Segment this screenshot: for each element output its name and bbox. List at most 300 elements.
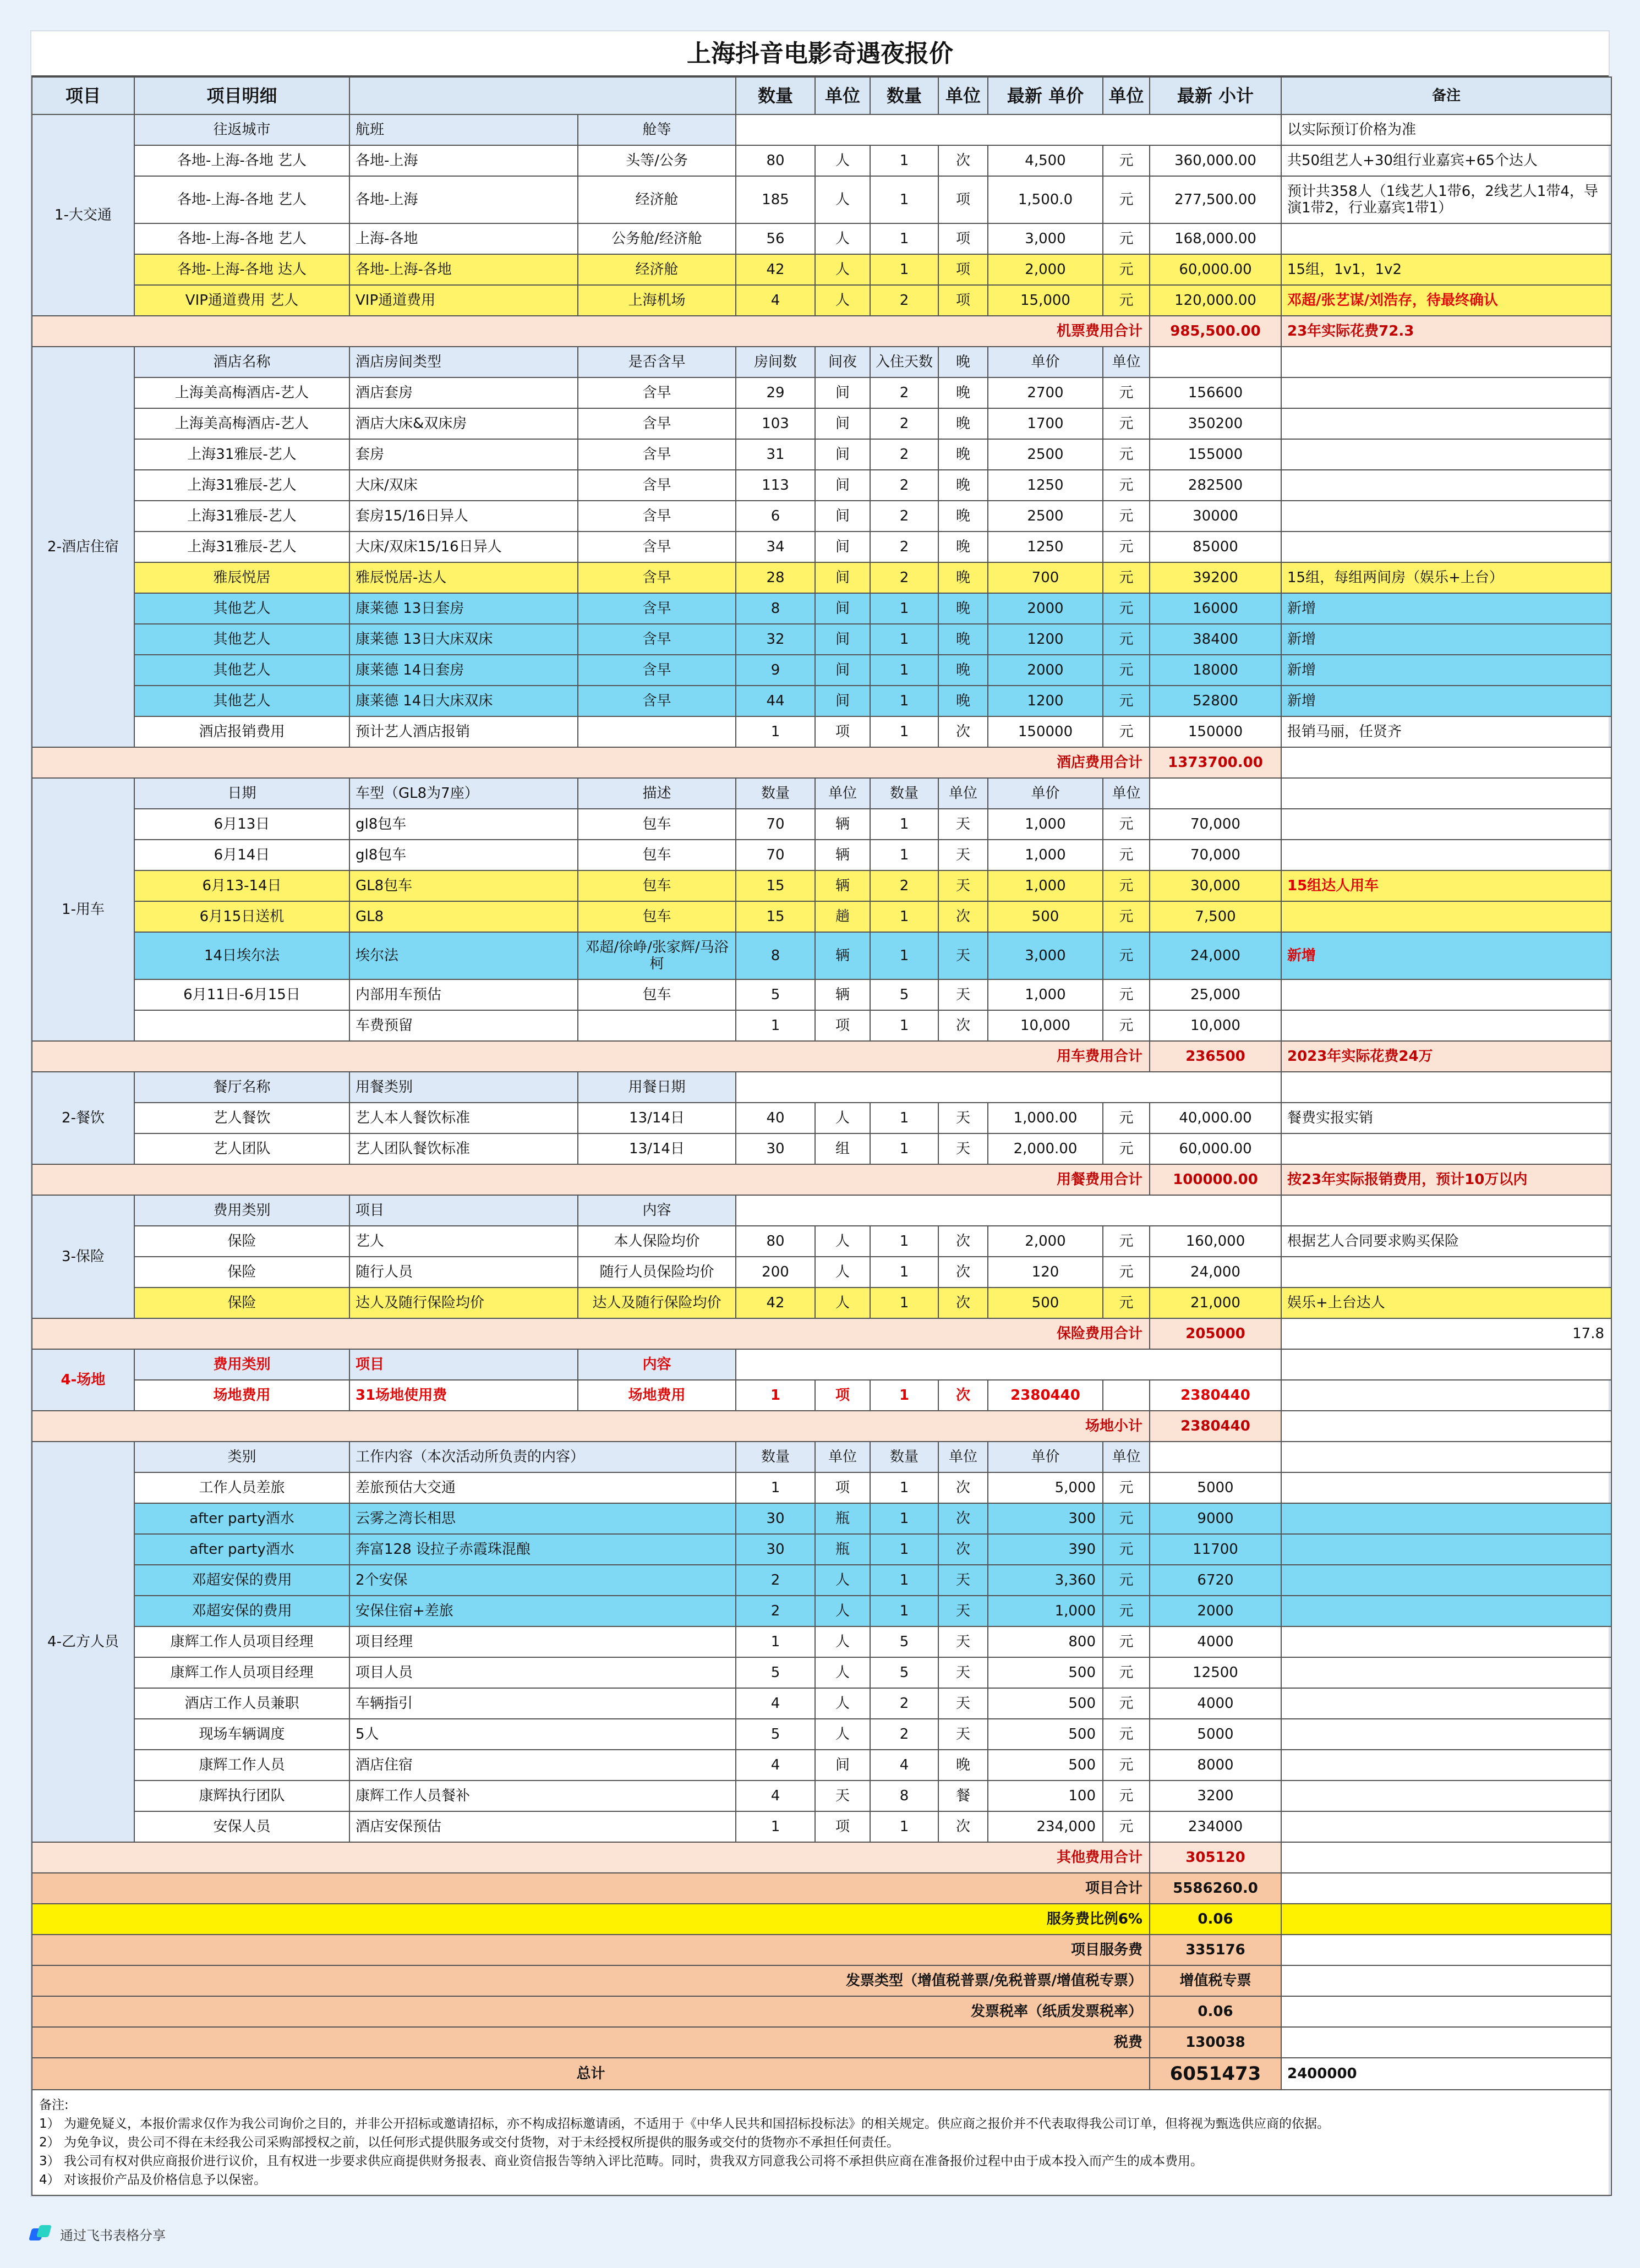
cat5-cell[interactable]: 人 xyxy=(815,1257,870,1288)
total-value[interactable]: 205000 xyxy=(1150,1318,1281,1349)
cat2-cell[interactable]: 1700 xyxy=(988,408,1103,439)
cat7-cell[interactable]: 项目经理 xyxy=(349,1626,736,1657)
cat2-cell[interactable]: 282500 xyxy=(1150,470,1281,501)
cat1-cell[interactable]: 各地-上海-各地 艺人 xyxy=(134,145,349,176)
cat2-cell[interactable]: 新增 xyxy=(1281,593,1611,624)
cat1-cell[interactable]: 185 xyxy=(736,176,815,223)
cat2-cell[interactable]: 套房15/16日异人 xyxy=(349,501,578,532)
cat2-cell[interactable]: 康莱德 13日套房 xyxy=(349,593,578,624)
sub-header[interactable]: 费用类别 xyxy=(134,1349,349,1380)
cat7-cell[interactable] xyxy=(1281,1626,1611,1657)
total-label[interactable]: 用车费用合计 xyxy=(32,1041,1150,1072)
cat1-cell[interactable]: 3,000 xyxy=(988,223,1103,254)
cat7-cell[interactable]: 元 xyxy=(1103,1472,1150,1503)
cat5-cell[interactable]: 42 xyxy=(736,1288,815,1318)
cat2-cell[interactable]: 间 xyxy=(815,655,870,686)
sub-header[interactable]: 单位 xyxy=(815,778,870,809)
total-value[interactable]: 1373700.00 xyxy=(1150,747,1281,778)
cat3-cell[interactable]: 6月13日 xyxy=(134,809,349,840)
cat7-cell[interactable]: 元 xyxy=(1103,1565,1150,1596)
cat7-cell[interactable] xyxy=(1281,1811,1611,1842)
sub-header[interactable]: 单位 xyxy=(938,1442,988,1472)
cat7-cell[interactable]: 元 xyxy=(1103,1781,1150,1811)
cat1-cell[interactable]: 次 xyxy=(938,145,988,176)
cat3-cell[interactable]: 70,000 xyxy=(1150,840,1281,870)
grand-total-value[interactable]: 6051473 xyxy=(1150,2058,1281,2090)
summary-note[interactable] xyxy=(1281,1965,1611,1996)
cat7-cell[interactable]: 元 xyxy=(1103,1657,1150,1688)
cat2-cell[interactable] xyxy=(578,716,736,747)
cat2-cell[interactable]: 2 xyxy=(870,501,938,532)
cat2-cell[interactable]: 113 xyxy=(736,470,815,501)
cat6-cell[interactable]: 1 xyxy=(870,1380,938,1411)
cat2-cell[interactable]: 晚 xyxy=(938,470,988,501)
cat7-cell[interactable]: 500 xyxy=(988,1750,1103,1781)
cat2-cell[interactable]: 2700 xyxy=(988,377,1103,408)
cat7-cell[interactable]: 元 xyxy=(1103,1719,1150,1750)
cat7-cell[interactable]: 3200 xyxy=(1150,1781,1281,1811)
cat2-cell[interactable]: 间 xyxy=(815,439,870,470)
cat2-cell[interactable]: 间 xyxy=(815,408,870,439)
cat7-cell[interactable]: 1 xyxy=(870,1472,938,1503)
cat3-cell[interactable] xyxy=(1281,901,1611,932)
cat7-cell[interactable]: 天 xyxy=(938,1565,988,1596)
cat4-cell[interactable]: 60,000.00 xyxy=(1150,1133,1281,1164)
cat3-cell[interactable]: 天 xyxy=(938,840,988,870)
cat5-cell[interactable]: 随行人员 xyxy=(349,1257,578,1288)
cat1-cell[interactable]: 头等/公务 xyxy=(578,145,736,176)
cat4-cell[interactable]: 1 xyxy=(870,1103,938,1133)
cat3-cell[interactable]: 1 xyxy=(870,1010,938,1041)
cat2-cell[interactable]: 酒店报销费用 xyxy=(134,716,349,747)
cat2-cell[interactable]: 150000 xyxy=(1150,716,1281,747)
cat5-cell[interactable]: 120 xyxy=(988,1257,1103,1288)
cat2-cell[interactable]: 15组，每组两间房（娱乐+上台） xyxy=(1281,562,1611,593)
sub-empty[interactable] xyxy=(736,1349,1281,1380)
total-note[interactable]: 按23年实际报销费用，预计10万以内 xyxy=(1281,1164,1611,1195)
cat1-cell[interactable]: 经济舱 xyxy=(578,254,736,285)
cat1-cell[interactable]: 各地-上海 xyxy=(349,176,578,223)
cat2-cell[interactable]: 晚 xyxy=(938,532,988,562)
cat3-cell[interactable]: 7,500 xyxy=(1150,901,1281,932)
sub-header[interactable]: 工作内容（本次活动所负责的内容） xyxy=(349,1442,736,1472)
cat1-cell[interactable]: 各地-上海-各地 xyxy=(349,254,578,285)
cat5-cell[interactable]: 保险 xyxy=(134,1288,349,1318)
cat3-cell[interactable]: 70,000 xyxy=(1150,809,1281,840)
sub-header[interactable]: 入住天数 xyxy=(870,347,938,377)
header-c6[interactable]: 单位 xyxy=(815,77,870,114)
cat1-cell[interactable]: 1 xyxy=(870,176,938,223)
cat2-cell[interactable]: 2 xyxy=(870,377,938,408)
cat1-cell[interactable]: 1 xyxy=(870,254,938,285)
cat2-cell[interactable]: 间 xyxy=(815,501,870,532)
cat5-cell[interactable]: 人 xyxy=(815,1288,870,1318)
cat5-cell[interactable]: 本人保险均价 xyxy=(578,1226,736,1257)
cat2-cell[interactable]: 16000 xyxy=(1150,593,1281,624)
cat3-cell[interactable]: gl8包车 xyxy=(349,840,578,870)
summary-value[interactable]: 5586260.0 xyxy=(1150,1873,1281,1904)
cat2-cell[interactable]: 39200 xyxy=(1150,562,1281,593)
cat7-cell[interactable]: 人 xyxy=(815,1657,870,1688)
cat7-cell[interactable]: 康辉工作人员 xyxy=(134,1750,349,1781)
cat3-cell[interactable]: 辆 xyxy=(815,979,870,1010)
cat3-cell[interactable]: 1 xyxy=(870,901,938,932)
cat7-cell[interactable]: 234000 xyxy=(1150,1811,1281,1842)
sub-note[interactable] xyxy=(1281,1349,1611,1380)
cat2-cell[interactable]: 1200 xyxy=(988,686,1103,716)
cat7-cell[interactable]: 酒店住宿 xyxy=(349,1750,736,1781)
sub-empty[interactable] xyxy=(736,114,1281,145)
cat7-cell[interactable] xyxy=(1281,1472,1611,1503)
header-note[interactable]: 备注 xyxy=(1281,77,1611,114)
cat3-cell[interactable]: 元 xyxy=(1103,979,1150,1010)
total-label[interactable]: 用餐费用合计 xyxy=(32,1164,1150,1195)
cat1-cell[interactable]: 15,000 xyxy=(988,285,1103,316)
cat1-cell[interactable]: 上海-各地 xyxy=(349,223,578,254)
cat3-cell[interactable]: 趟 xyxy=(815,901,870,932)
cat3-cell[interactable]: 元 xyxy=(1103,870,1150,901)
total-label[interactable]: 其他费用合计 xyxy=(32,1842,1150,1873)
sub-note[interactable] xyxy=(1281,347,1611,377)
cat1-cell[interactable]: 项 xyxy=(938,254,988,285)
cat1-cell[interactable]: 15组，1v1，1v2 xyxy=(1281,254,1611,285)
cat1-cell[interactable]: 元 xyxy=(1103,285,1150,316)
cat4-cell[interactable] xyxy=(1281,1133,1611,1164)
cat7-cell[interactable]: 234,000 xyxy=(988,1811,1103,1842)
cat1-cell[interactable]: 元 xyxy=(1103,254,1150,285)
cat3-cell[interactable]: 15 xyxy=(736,901,815,932)
sub-empty[interactable] xyxy=(1150,347,1281,377)
cat7-cell[interactable]: 5 xyxy=(736,1719,815,1750)
cat3-cell[interactable]: 辆 xyxy=(815,932,870,979)
cat2-cell[interactable]: 元 xyxy=(1103,408,1150,439)
cat1-cell[interactable]: 80 xyxy=(736,145,815,176)
cat2-cell[interactable]: 间 xyxy=(815,532,870,562)
cat4-cell[interactable]: 艺人团队餐饮标准 xyxy=(349,1133,578,1164)
cat7-cell[interactable]: 5 xyxy=(736,1657,815,1688)
cat3-cell[interactable]: 6月15日送机 xyxy=(134,901,349,932)
cat7-cell[interactable]: 9000 xyxy=(1150,1503,1281,1534)
cat2-cell[interactable]: 酒店套房 xyxy=(349,377,578,408)
cat4-cell[interactable]: 1 xyxy=(870,1133,938,1164)
cat7-cell[interactable]: 3,360 xyxy=(988,1565,1103,1596)
cat7-cell[interactable]: 500 xyxy=(988,1688,1103,1719)
cat2-cell[interactable]: 含早 xyxy=(578,501,736,532)
cat2-cell[interactable]: 晚 xyxy=(938,624,988,655)
sub-header[interactable]: 单价 xyxy=(988,778,1103,809)
cat1-cell[interactable]: 项 xyxy=(938,223,988,254)
cat3-cell[interactable]: 6月13-14日 xyxy=(134,870,349,901)
cat5-cell[interactable]: 80 xyxy=(736,1226,815,1257)
cat1-cell[interactable]: VIP通道费用 艺人 xyxy=(134,285,349,316)
cat3-cell[interactable]: 包车 xyxy=(578,840,736,870)
cat2-cell[interactable]: 其他艺人 xyxy=(134,593,349,624)
cat4-cell[interactable]: 人 xyxy=(815,1103,870,1133)
cat3-cell[interactable]: 天 xyxy=(938,932,988,979)
cat1-cell[interactable]: 邓超/张艺谋/刘浩存，待最终确认 xyxy=(1281,285,1611,316)
cat2-cell[interactable]: 元 xyxy=(1103,439,1150,470)
cat3-cell[interactable]: 天 xyxy=(938,809,988,840)
cat7-cell[interactable]: 工作人员差旅 xyxy=(134,1472,349,1503)
cat3-cell[interactable] xyxy=(1281,1010,1611,1041)
cat4-cell[interactable]: 艺人团队 xyxy=(134,1133,349,1164)
cat7-cell[interactable] xyxy=(1281,1503,1611,1534)
cat2-cell[interactable]: 31 xyxy=(736,439,815,470)
cat3-cell[interactable]: GL8包车 xyxy=(349,870,578,901)
cat1-cell[interactable]: 各地-上海 xyxy=(349,145,578,176)
cat7-cell[interactable]: 元 xyxy=(1103,1596,1150,1626)
cat7-cell[interactable] xyxy=(1281,1688,1611,1719)
category-label[interactable]: 2-酒店住宿 xyxy=(32,347,134,747)
cat3-cell[interactable] xyxy=(1281,979,1611,1010)
cat7-cell[interactable]: 1,000 xyxy=(988,1596,1103,1626)
total-value[interactable]: 2380440 xyxy=(1150,1411,1281,1442)
cat7-cell[interactable]: 人 xyxy=(815,1688,870,1719)
cat3-cell[interactable]: 15组达人用车 xyxy=(1281,870,1611,901)
total-note[interactable] xyxy=(1281,1842,1611,1873)
sub-header[interactable]: 用餐日期 xyxy=(578,1072,736,1103)
summary-note[interactable] xyxy=(1281,1935,1611,1965)
cat3-cell[interactable]: 10,000 xyxy=(988,1010,1103,1041)
cat1-cell[interactable]: 56 xyxy=(736,223,815,254)
sub-empty[interactable] xyxy=(736,1195,1281,1226)
cat6-cell[interactable]: 场地费用 xyxy=(578,1380,736,1411)
summary-note[interactable] xyxy=(1281,2027,1611,2058)
sub-header[interactable]: 项目 xyxy=(349,1349,578,1380)
cat3-cell[interactable]: 1,000 xyxy=(988,870,1103,901)
cat2-cell[interactable]: 150000 xyxy=(988,716,1103,747)
total-value[interactable]: 985,500.00 xyxy=(1150,316,1281,347)
cat3-cell[interactable]: 2 xyxy=(870,870,938,901)
summary-note[interactable] xyxy=(1281,1904,1611,1935)
summary-value[interactable]: 增值税专票 xyxy=(1150,1965,1281,1996)
sub-header[interactable]: 间夜 xyxy=(815,347,870,377)
cat5-cell[interactable] xyxy=(1281,1257,1611,1288)
cat2-cell[interactable]: 晚 xyxy=(938,686,988,716)
cat2-cell[interactable]: 含早 xyxy=(578,439,736,470)
cat7-cell[interactable]: 人 xyxy=(815,1719,870,1750)
sub-header[interactable]: 单位 xyxy=(1103,1442,1150,1472)
cat7-cell[interactable]: 项 xyxy=(815,1472,870,1503)
cat3-cell[interactable]: 元 xyxy=(1103,1010,1150,1041)
sub-header[interactable]: 晚 xyxy=(938,347,988,377)
sub-header[interactable]: 用餐类别 xyxy=(349,1072,578,1103)
cat7-cell[interactable]: 差旅预估大交通 xyxy=(349,1472,736,1503)
cat2-cell[interactable]: 1 xyxy=(870,686,938,716)
summary-label[interactable]: 发票类型（增值税普票/免税普票/增值税专票） xyxy=(32,1965,1150,1996)
header-detail[interactable]: 项目明细 xyxy=(134,77,349,114)
cat6-cell[interactable]: 场地费用 xyxy=(134,1380,349,1411)
sub-header[interactable]: 数量 xyxy=(736,778,815,809)
cat5-cell[interactable]: 160,000 xyxy=(1150,1226,1281,1257)
cat7-cell[interactable]: 4 xyxy=(736,1750,815,1781)
cat5-cell[interactable]: 艺人 xyxy=(349,1226,578,1257)
cat2-cell[interactable] xyxy=(1281,501,1611,532)
cat7-cell[interactable]: 天 xyxy=(938,1596,988,1626)
cat7-cell[interactable]: 次 xyxy=(938,1472,988,1503)
cat7-cell[interactable]: 元 xyxy=(1103,1750,1150,1781)
cat5-cell[interactable]: 元 xyxy=(1103,1226,1150,1257)
summary-label[interactable]: 项目服务费 xyxy=(32,1935,1150,1965)
cat7-cell[interactable]: after party酒水 xyxy=(134,1534,349,1565)
cat1-cell[interactable]: 元 xyxy=(1103,145,1150,176)
cat2-cell[interactable]: 含早 xyxy=(578,470,736,501)
cat4-cell[interactable]: 艺人餐饮 xyxy=(134,1103,349,1133)
sub-header[interactable]: 类别 xyxy=(134,1442,349,1472)
cat7-cell[interactable]: 1 xyxy=(736,1811,815,1842)
cat2-cell[interactable] xyxy=(1281,408,1611,439)
sub-header[interactable]: 单位 xyxy=(1103,347,1150,377)
cat2-cell[interactable]: 晚 xyxy=(938,377,988,408)
cat3-cell[interactable]: 辆 xyxy=(815,870,870,901)
sub-header[interactable]: 数量 xyxy=(736,1442,815,1472)
cat3-cell[interactable]: 次 xyxy=(938,901,988,932)
cat1-cell[interactable]: 42 xyxy=(736,254,815,285)
cat3-cell[interactable]: gl8包车 xyxy=(349,809,578,840)
summary-value[interactable]: 335176 xyxy=(1150,1935,1281,1965)
sub-header[interactable]: 餐厅名称 xyxy=(134,1072,349,1103)
cat2-cell[interactable]: 6 xyxy=(736,501,815,532)
total-value[interactable]: 100000.00 xyxy=(1150,1164,1281,1195)
cat1-cell[interactable]: 元 xyxy=(1103,176,1150,223)
cat6-cell[interactable]: 1 xyxy=(736,1380,815,1411)
cat7-cell[interactable]: 邓超安保的费用 xyxy=(134,1596,349,1626)
cat5-cell[interactable]: 保险 xyxy=(134,1257,349,1288)
cat6-cell[interactable]: 项 xyxy=(815,1380,870,1411)
cat2-cell[interactable]: 晚 xyxy=(938,562,988,593)
cat5-cell[interactable]: 元 xyxy=(1103,1257,1150,1288)
cat6-cell[interactable] xyxy=(1281,1380,1611,1411)
cat7-cell[interactable]: 5000 xyxy=(1150,1719,1281,1750)
cat7-cell[interactable]: 人 xyxy=(815,1626,870,1657)
cat2-cell[interactable]: 1250 xyxy=(988,470,1103,501)
cat1-cell[interactable]: 2,000 xyxy=(988,254,1103,285)
cat7-cell[interactable]: 390 xyxy=(988,1534,1103,1565)
total-label[interactable]: 酒店费用合计 xyxy=(32,747,1150,778)
cat4-cell[interactable]: 餐费实报实销 xyxy=(1281,1103,1611,1133)
cat2-cell[interactable]: 52800 xyxy=(1150,686,1281,716)
sub-header[interactable]: 房间数 xyxy=(736,347,815,377)
header-c5[interactable]: 数量 xyxy=(736,77,815,114)
sub-header[interactable]: 单价 xyxy=(988,347,1103,377)
cat7-cell[interactable] xyxy=(1281,1719,1611,1750)
cat7-cell[interactable]: 5 xyxy=(870,1657,938,1688)
cat2-cell[interactable]: 其他艺人 xyxy=(134,624,349,655)
cat1-cell[interactable]: 元 xyxy=(1103,223,1150,254)
cat1-cell[interactable]: 168,000.00 xyxy=(1150,223,1281,254)
cat7-cell[interactable]: 5人 xyxy=(349,1719,736,1750)
cat5-cell[interactable]: 次 xyxy=(938,1257,988,1288)
cat7-cell[interactable]: 2 xyxy=(870,1688,938,1719)
cat7-cell[interactable]: 车辆指引 xyxy=(349,1688,736,1719)
total-note[interactable]: 2023年实际花费24万 xyxy=(1281,1041,1611,1072)
cat7-cell[interactable]: 康辉执行团队 xyxy=(134,1781,349,1811)
cat3-cell[interactable]: 1 xyxy=(870,840,938,870)
cat3-cell[interactable]: 天 xyxy=(938,979,988,1010)
header-item[interactable]: 项目 xyxy=(32,77,134,114)
cat2-cell[interactable]: 上海美高梅酒店-艺人 xyxy=(134,377,349,408)
sub-header[interactable]: 往返城市 xyxy=(134,114,349,145)
cat1-cell[interactable]: 各地-上海-各地 艺人 xyxy=(134,223,349,254)
cat5-cell[interactable]: 达人及随行保险均价 xyxy=(578,1288,736,1318)
cat4-cell[interactable]: 元 xyxy=(1103,1103,1150,1133)
cat7-cell[interactable]: 1 xyxy=(870,1534,938,1565)
cat1-cell[interactable]: 经济舱 xyxy=(578,176,736,223)
cat7-cell[interactable] xyxy=(1281,1565,1611,1596)
cat7-cell[interactable]: 康辉工作人员项目经理 xyxy=(134,1657,349,1688)
cat2-cell[interactable]: 2 xyxy=(870,439,938,470)
cat2-cell[interactable]: 康莱德 14日套房 xyxy=(349,655,578,686)
cat7-cell[interactable]: 1 xyxy=(736,1472,815,1503)
cat2-cell[interactable]: 350200 xyxy=(1150,408,1281,439)
cat5-cell[interactable]: 人 xyxy=(815,1226,870,1257)
summary-label[interactable]: 税费 xyxy=(32,2027,1150,2058)
sub-header[interactable]: 内容 xyxy=(578,1349,736,1380)
cat2-cell[interactable]: 报销马丽，任贤齐 xyxy=(1281,716,1611,747)
cat7-cell[interactable]: 12500 xyxy=(1150,1657,1281,1688)
cat2-cell[interactable]: 其他艺人 xyxy=(134,655,349,686)
cat2-cell[interactable]: 次 xyxy=(938,716,988,747)
cat7-cell[interactable]: 2 xyxy=(736,1596,815,1626)
cat7-cell[interactable]: 奔富128 设拉子赤霞珠混酿 xyxy=(349,1534,736,1565)
cat3-cell[interactable] xyxy=(1281,809,1611,840)
cat7-cell[interactable]: 康辉工作人员餐补 xyxy=(349,1781,736,1811)
cat3-cell[interactable]: 14日埃尔法 xyxy=(134,932,349,979)
cat7-cell[interactable]: 4 xyxy=(870,1750,938,1781)
sub-note[interactable] xyxy=(1281,1072,1611,1103)
cat1-cell[interactable]: 360,000.00 xyxy=(1150,145,1281,176)
sub-header[interactable]: 数量 xyxy=(870,778,938,809)
cat2-cell[interactable]: 155000 xyxy=(1150,439,1281,470)
cat7-cell[interactable]: 康辉工作人员项目经理 xyxy=(134,1626,349,1657)
sub-header[interactable]: 单位 xyxy=(1103,778,1150,809)
cat1-cell[interactable]: 各地-上海-各地 艺人 xyxy=(134,176,349,223)
cat7-cell[interactable]: 4 xyxy=(736,1781,815,1811)
cat1-cell[interactable]: VIP通道费用 xyxy=(349,285,578,316)
cat3-cell[interactable]: 包车 xyxy=(578,809,736,840)
cat5-cell[interactable]: 1 xyxy=(870,1288,938,1318)
cat2-cell[interactable]: 1250 xyxy=(988,532,1103,562)
cat3-cell[interactable] xyxy=(134,1010,349,1041)
cat7-cell[interactable]: 100 xyxy=(988,1781,1103,1811)
cat2-cell[interactable]: 上海31雅辰-艺人 xyxy=(134,439,349,470)
sub-note[interactable] xyxy=(1281,1195,1611,1226)
total-note[interactable] xyxy=(1281,1411,1611,1442)
cat2-cell[interactable]: 含早 xyxy=(578,593,736,624)
cat2-cell[interactable]: 含早 xyxy=(578,377,736,408)
cat7-cell[interactable]: 项 xyxy=(815,1811,870,1842)
cat2-cell[interactable]: 元 xyxy=(1103,593,1150,624)
cat2-cell[interactable] xyxy=(1281,470,1611,501)
cat2-cell[interactable]: 2 xyxy=(870,532,938,562)
sub-header[interactable]: 费用类别 xyxy=(134,1195,349,1226)
sub-header[interactable]: 舱等 xyxy=(578,114,736,145)
cat2-cell[interactable] xyxy=(1281,439,1611,470)
cat5-cell[interactable]: 娱乐+上台达人 xyxy=(1281,1288,1611,1318)
cat3-cell[interactable]: 辆 xyxy=(815,840,870,870)
cat7-cell[interactable]: 项目人员 xyxy=(349,1657,736,1688)
cat1-cell[interactable]: 人 xyxy=(815,176,870,223)
cat3-cell[interactable]: 500 xyxy=(988,901,1103,932)
total-note[interactable]: 23年实际花费72.3 xyxy=(1281,316,1611,347)
total-label[interactable]: 保险费用合计 xyxy=(32,1318,1150,1349)
cat5-cell[interactable]: 次 xyxy=(938,1226,988,1257)
cat7-cell[interactable]: 次 xyxy=(938,1503,988,1534)
sub-header[interactable]: 日期 xyxy=(134,778,349,809)
cat4-cell[interactable]: 艺人本人餐饮标准 xyxy=(349,1103,578,1133)
cat7-cell[interactable]: 酒店安保预估 xyxy=(349,1811,736,1842)
cat7-cell[interactable]: 安保住宿+差旅 xyxy=(349,1596,736,1626)
